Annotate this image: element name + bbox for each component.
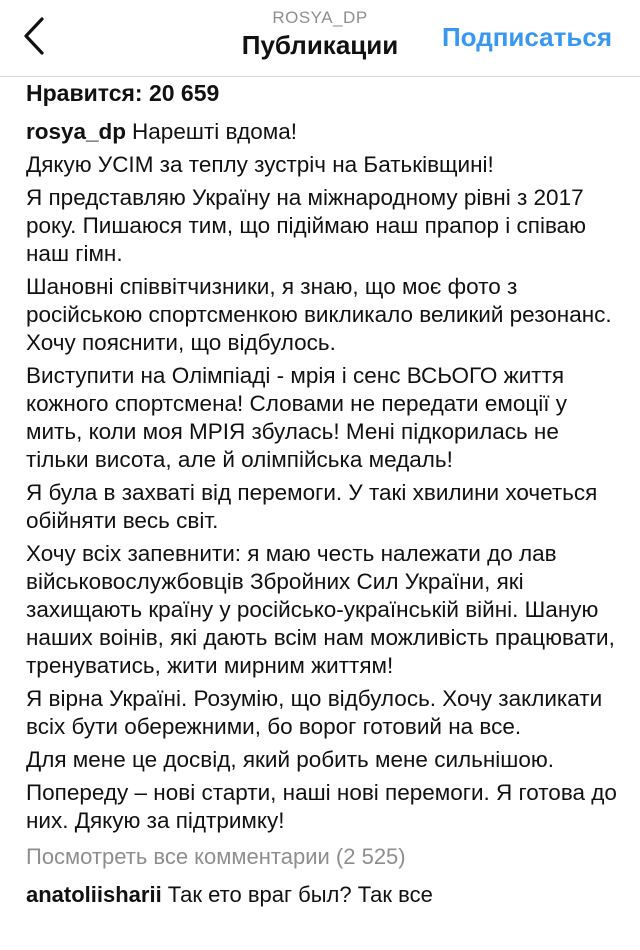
caption-paragraph: rosya_dp Нарешті вдома!: [26, 119, 298, 144]
comment-text: Так ето враг был? Так все: [167, 882, 433, 907]
caption-paragraph: Для мене це досвід, який робить мене сильнішою.: [26, 747, 554, 772]
caption-paragraph: Дякую УСІМ за теплу зустріч на Батьківщині!: [26, 152, 494, 177]
caption-paragraph: Я була в захваті від перемоги. У такі хвилини хочеться обійняти весь світ.: [26, 480, 598, 533]
post-caption: [26, 118, 626, 835]
likes-count[interactable]: Нравится: 20 659: [26, 80, 220, 106]
caption-paragraph: Виступити на Олімпіаді - мрія і сенс ВСЬОГО життя кожного спортсмена! Словами не передати емоції у мить, коли моя МРІЯ збулась! Мені підкорилась не тільки висота, але й олімпійська медаль!: [26, 363, 567, 472]
follow-button[interactable]: Подписаться: [441, 22, 612, 52]
comment-author[interactable]: anatoliisharii: [26, 882, 162, 907]
comment-item: [26, 881, 626, 909]
caption-paragraph: Я вірна Україні. Розумію, що відбулось. Хочу закликати всіх бути обережними, бо ворог готовий на все.: [26, 686, 603, 739]
caption-paragraph: Шановні співвітчизники, я знаю, що моє фото з російською спортсменкою викликало великий резонанс. Хочу пояснити, що відбулось.: [26, 274, 612, 355]
page-title: Публикации: [241, 30, 399, 60]
post-details: [26, 78, 626, 909]
caption-paragraph: Хочу всіх запевнити: я маю честь належати до лав військовослужбовців Збройних Сил України, які захищають країну у російсько-українській війні. Шаную наших воінів, які дають всім нам можливість працювати, тренуватись, жити мирним життям!: [26, 541, 615, 678]
caption-paragraph: Попереду – нові старти, наші нові перемоги. Я готова до них. Дякую за підтримку!: [26, 780, 617, 833]
top-bar: [0, 0, 640, 77]
header-username: ROSYA_DP: [272, 8, 368, 27]
view-all-comments-link[interactable]: Посмотреть все комментарии (2 525): [26, 844, 406, 869]
caption-author[interactable]: rosya_dp: [26, 119, 127, 144]
caption-paragraph: Я представляю Україну на міжнародному рівні з 2017 року. Пишаюся тим, що підіймаю наш прапор і співаю наш гімн.: [26, 185, 587, 266]
